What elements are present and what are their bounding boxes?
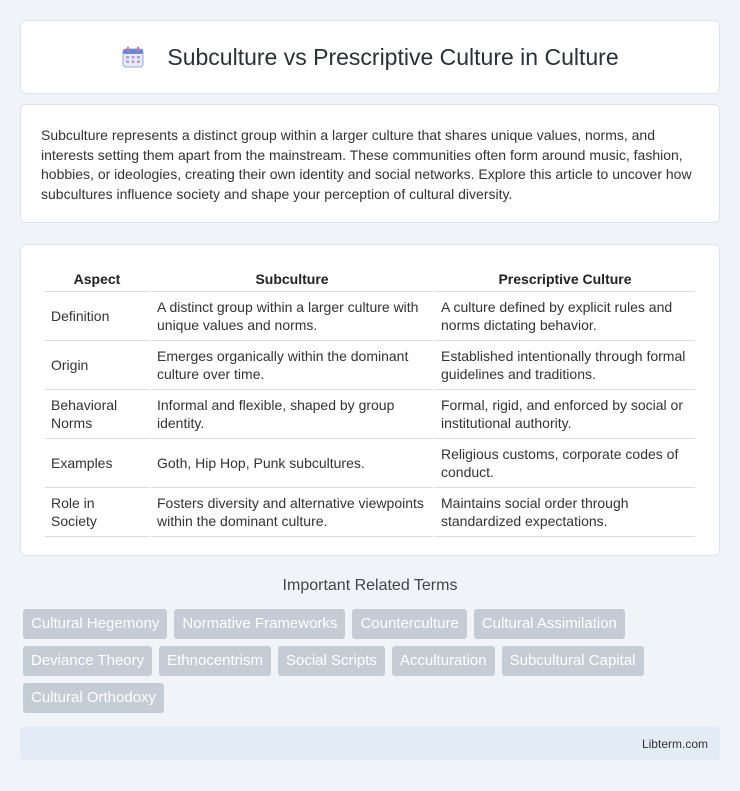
table-cell-subculture: Goth, Hip Hop, Punk subcultures. (151, 439, 433, 488)
comparison-table-card (20, 244, 720, 556)
related-term-tag[interactable]: Cultural Assimilation (474, 609, 625, 639)
table-row (45, 488, 695, 537)
column-header-prescriptive-culture: Prescriptive Culture (435, 265, 695, 292)
footer-brand-link[interactable]: Libterm.com (641, 736, 708, 751)
table-cell-subculture: Emerges organically within the dominant culture over time. (151, 341, 433, 390)
related-term-tag[interactable]: Social Scripts (278, 646, 385, 676)
table-cell-aspect: Examples (45, 439, 149, 488)
related-term-tag[interactable]: Normative Frameworks (174, 609, 345, 639)
table-row (45, 341, 695, 390)
table-cell-prescriptive: Religious customs, corporate codes of conduct. (435, 439, 695, 488)
table-cell-aspect: Origin (45, 341, 149, 390)
table-cell-prescriptive: Established intentionally through formal guidelines and traditions. (435, 341, 695, 390)
table-cell-prescriptive: A culture defined by explicit rules and norms dictating behavior. (435, 292, 695, 341)
column-header-subculture: Subculture (151, 265, 433, 292)
table-cell-subculture: Informal and flexible, shaped by group identity. (151, 390, 433, 439)
table-cell-prescriptive: Formal, rigid, and enforced by social or institutional authority. (435, 390, 695, 439)
related-terms-list (23, 609, 723, 713)
table-cell-aspect: Role in Society (45, 488, 149, 537)
table-cell-subculture: Fosters diversity and alternative viewpoints within the dominant culture. (151, 488, 433, 537)
table-row (45, 292, 695, 341)
column-header-aspect: Aspect (45, 265, 149, 292)
related-term-tag[interactable]: Acculturation (392, 646, 495, 676)
related-term-tag[interactable]: Counterculture (352, 609, 466, 639)
related-term-tag[interactable]: Cultural Orthodoxy (23, 683, 164, 713)
table-row (45, 390, 695, 439)
header-card (20, 20, 720, 94)
table-cell-prescriptive: Maintains social order through standardized expectations. (435, 488, 695, 537)
footer (20, 727, 720, 760)
comparison-table (43, 265, 697, 537)
related-term-tag[interactable]: Deviance Theory (23, 646, 152, 676)
table-header-row (45, 265, 695, 292)
intro-card (20, 104, 720, 223)
table-cell-subculture: A distinct group within a larger culture with unique values and norms. (151, 292, 433, 341)
related-term-tag[interactable]: Cultural Hegemony (23, 609, 167, 639)
intro-text: Subculture represents a distinct group within a larger culture that shares unique values, norms, and interests setting them apart from the mainstream. These communities often form around music, fashion, hobbies, or ideologies, creating their own identity and social networks. Explore this article to uncover how subcultures influence society and shape your perception of cultural diversity. (41, 127, 692, 202)
calendar-icon (121, 45, 145, 69)
table-cell-aspect: Behavioral Norms (45, 390, 149, 439)
table-row (45, 439, 695, 488)
related-term-tag[interactable]: Ethnocentrism (159, 646, 271, 676)
page-title: Subculture vs Prescriptive Culture in Culture (167, 43, 619, 70)
related-terms-title: Important Related Terms (282, 577, 458, 594)
table-cell-aspect: Definition (45, 292, 149, 341)
related-term-tag[interactable]: Subcultural Capital (502, 646, 644, 676)
